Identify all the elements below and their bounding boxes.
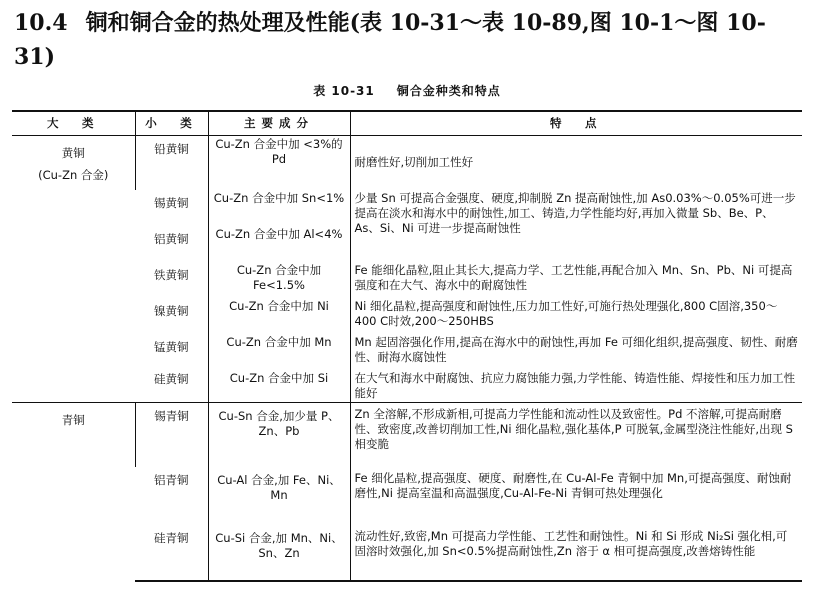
section-heading bbox=[14, 6, 804, 74]
composition: Cu-Zn 合金中加 <3%的 Pd bbox=[208, 135, 350, 190]
header-composition: 主要成分 bbox=[208, 111, 350, 135]
features: Fe 能细化晶粒,阻止其长大,提高力学、工艺性能,再配合加入 Mn、Sn、Pb、Ni 可提高强度和在大气、海水中的耐腐蚀性 bbox=[350, 262, 802, 298]
table-header-row bbox=[12, 111, 802, 135]
table-caption bbox=[0, 82, 814, 99]
major-class-bronze bbox=[12, 403, 135, 581]
features: 在大气和海水中耐腐蚀、抗应力腐蚀能力强,力学性能、铸造性能、焊接性和压力加工性能好 bbox=[350, 370, 802, 403]
brass-name: 黄铜 bbox=[61, 145, 85, 160]
minor-class: 镍黄铜 bbox=[154, 304, 189, 318]
composition: Cu-Sn 合金,加少量 P、Zn、Pb bbox=[208, 403, 350, 467]
minor-class: 铝青铜 bbox=[154, 472, 189, 487]
bronze-name: 青铜 bbox=[61, 413, 85, 427]
minor-class: 铝黄铜 bbox=[154, 232, 189, 246]
header-features: 特 点 bbox=[350, 111, 802, 135]
table-row bbox=[12, 403, 802, 467]
minor-class: 硅青铜 bbox=[135, 525, 208, 581]
header-major-class: 大 类 bbox=[12, 111, 135, 135]
minor-class: 硅黄铜 bbox=[154, 372, 189, 386]
major-class-brass bbox=[12, 135, 135, 403]
section-title: 铜和铜合金的热处理及性能(表 10-31～表 10-89,图 10-1～图 10-31) bbox=[14, 10, 766, 70]
composition: Cu-Zn 合金中加 Si bbox=[208, 370, 350, 403]
section-number: 10.4 bbox=[14, 10, 68, 36]
features: Mn 起固溶强化作用,提高在海水中的耐蚀性,再加 Fe 可细化组织,提高强度、韧性、耐磨性、耐海水腐蚀性 bbox=[350, 334, 802, 370]
composition: Cu-Si 合金,加 Mn、Ni、Sn、Zn bbox=[208, 525, 350, 581]
brass-alias: (Cu-Zn 合金) bbox=[38, 167, 109, 182]
table-title: 铜合金种类和特点 bbox=[396, 84, 501, 98]
copper-alloy-table bbox=[12, 110, 802, 582]
table-number: 表 10-31 bbox=[313, 84, 375, 98]
minor-class: 锡黄铜 bbox=[154, 196, 189, 210]
features: Fe 细化晶粒,提高强度、硬度、耐磨性,在 Cu-Al-Fe 青铜中加 Mn,可提高强度、耐蚀耐磨性,Ni 提高室温和高温强度,Cu-Al-Fe-Ni 青铜可热处理强化 bbox=[350, 467, 802, 525]
features: 耐磨性好,切削加工性好 bbox=[350, 135, 802, 190]
composition: Cu-Zn 合金中加 Ni bbox=[208, 298, 350, 334]
features: 流动性好,致密,Mn 可提高力学性能、工艺性和耐蚀性。Ni 和 Si 形成 Ni₂Si 强化相,可固溶时效强化,加 Sn<0.5%提高耐蚀性,Zn 溶于 α 相可提高强度,改善熔铸性能 bbox=[350, 525, 802, 581]
header-minor-class: 小 类 bbox=[135, 111, 208, 135]
minor-class: 铁黄铜 bbox=[154, 268, 189, 282]
minor-class: 锡青铜 bbox=[135, 403, 208, 467]
minor-class: 铅黄铜 bbox=[135, 135, 208, 190]
composition: Cu-Zn 合金中加 Mn bbox=[208, 334, 350, 370]
composition: Cu-Zn 合金中加 Fe<1.5% bbox=[208, 262, 350, 298]
table-row bbox=[12, 135, 802, 190]
composition: Cu-Al 合金,加 Fe、Ni、Mn bbox=[208, 467, 350, 525]
features: 少量 Sn 可提高合金强度、硬度,抑制脱 Zn 提高耐蚀性,加 As0.03%～0.05%可进一步提高在淡水和海水中的耐蚀性,加工、铸造,力学性能均好,再加入微量 Sb、Be、P、As、Si、Ni 可进一步提高耐蚀性 bbox=[350, 190, 802, 262]
features: Ni 细化晶粒,提高强度和耐蚀性,压力加工性好,可施行热处理强化,800 C固溶,350～400 C时效,200～250HBS bbox=[350, 298, 802, 334]
composition: Cu-Zn 合金中加 Al<4% bbox=[208, 226, 350, 262]
features: Zn 全溶解,不形成新相,可提高力学性能和流动性以及致密性。Pd 不溶解,可提高耐磨性、致密度,改善切削加工性,Ni 细化晶粒,强化基体,P 可脱氧,金属型浇注性能好,出现 S 相变脆 bbox=[350, 403, 802, 467]
composition: Cu-Zn 合金中加 Sn<1% bbox=[208, 190, 350, 226]
minor-class: 锰黄铜 bbox=[154, 340, 189, 354]
